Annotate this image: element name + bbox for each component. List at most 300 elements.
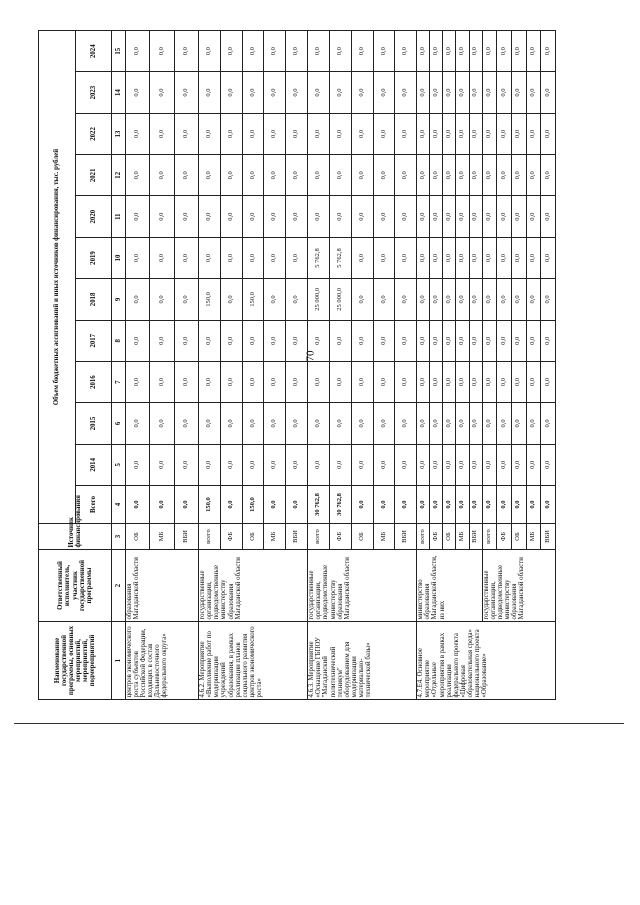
year-value: 0,0 — [329, 361, 351, 402]
measure-name: 4.7.Е4. Основное мероприятие «Отдельные мероприятия в рамках реализации федерального проекта «Цифровая образовательная среда» национального проекта «Образование» — [417, 622, 556, 700]
total-value: 0,0 — [150, 486, 174, 524]
budget-table — [38, 30, 556, 700]
year-value: 0,0 — [286, 403, 308, 444]
year-value: 0,0 — [286, 237, 308, 278]
year-value: 0,0 — [469, 72, 482, 113]
year-value: 0,0 — [417, 155, 430, 196]
year-value: 0,0 — [174, 113, 198, 154]
funding-source: ОБ — [443, 524, 456, 550]
year-value: 0,0 — [395, 31, 417, 72]
year-value: 0,0 — [417, 403, 430, 444]
year-value: 0,0 — [417, 72, 430, 113]
year-value: 0,0 — [417, 196, 430, 237]
year-value: 0,0 — [199, 361, 221, 402]
year-value: 0,0 — [329, 196, 351, 237]
total-value: 150,0 — [199, 486, 221, 524]
executor-name: государственные организации, подведомственные министерству образования Магаданской области — [482, 550, 555, 622]
year-value: 0,0 — [308, 361, 330, 402]
total-value: 30 762,8 — [308, 486, 330, 524]
measure-name: центров экономического роста субъектов Российской Федерации, входящих в состав Дальневосточного федерального округа» — [125, 622, 198, 700]
year-value: 150,0 — [199, 279, 221, 320]
total-value: 0,0 — [443, 486, 456, 524]
year-value: 0,0 — [174, 361, 198, 402]
year-value: 0,0 — [220, 72, 242, 113]
total-value: 0,0 — [456, 486, 469, 524]
column-number: 8 — [112, 320, 126, 361]
funding-source: МБ — [373, 524, 395, 550]
year-value: 0,0 — [174, 279, 198, 320]
year-value: 0,0 — [526, 403, 541, 444]
year-value: 0,0 — [497, 155, 512, 196]
year-value: 0,0 — [469, 155, 482, 196]
year-value: 0,0 — [417, 113, 430, 154]
year-value: 0,0 — [430, 361, 443, 402]
year-value: 0,0 — [443, 403, 456, 444]
year-value: 0,0 — [541, 361, 556, 402]
column-numbers-row — [112, 31, 126, 700]
header-total: Всего — [75, 486, 112, 524]
year-value: 0,0 — [526, 72, 541, 113]
year-value: 0,0 — [443, 444, 456, 485]
year-value: 0,0 — [174, 155, 198, 196]
total-value: 30 762,8 — [329, 486, 351, 524]
year-value: 0,0 — [541, 279, 556, 320]
year-value: 0,0 — [308, 196, 330, 237]
year-value: 0,0 — [456, 72, 469, 113]
year-value: 0,0 — [430, 237, 443, 278]
year-value: 0,0 — [417, 237, 430, 278]
year-value: 0,0 — [497, 196, 512, 237]
year-value: 0,0 — [150, 444, 174, 485]
year-value: 0,0 — [456, 279, 469, 320]
year-value: 0,0 — [125, 155, 149, 196]
funding-source: ОБ — [125, 524, 149, 550]
year-value: 0,0 — [395, 196, 417, 237]
year-value: 0,0 — [469, 361, 482, 402]
year-value: 0,0 — [443, 113, 456, 154]
year-value: 0,0 — [482, 113, 497, 154]
year-value: 0,0 — [395, 72, 417, 113]
year-value: 0,0 — [395, 444, 417, 485]
column-number: 12 — [112, 155, 126, 196]
funding-source: МБ — [264, 524, 286, 550]
funding-source: ВБИ — [541, 524, 556, 550]
year-value: 0,0 — [373, 196, 395, 237]
year-value: 0,0 — [286, 361, 308, 402]
total-value: 0,0 — [482, 486, 497, 524]
year-value: 0,0 — [199, 72, 221, 113]
year-value: 0,0 — [308, 155, 330, 196]
year-value: 0,0 — [497, 113, 512, 154]
year-value: 0,0 — [308, 113, 330, 154]
year-value: 0,0 — [174, 444, 198, 485]
year-value: 0,0 — [220, 237, 242, 278]
year-value: 0,0 — [526, 155, 541, 196]
year-value: 0,0 — [220, 113, 242, 154]
year-value: 0,0 — [395, 113, 417, 154]
year-value: 0,0 — [373, 320, 395, 361]
year-value: 0,0 — [541, 237, 556, 278]
total-value: 150,0 — [242, 486, 264, 524]
year-value: 0,0 — [174, 72, 198, 113]
year-value: 0,0 — [497, 320, 512, 361]
header-year-2022: 2022 — [75, 113, 112, 154]
funding-source: ОБ — [351, 524, 373, 550]
year-value: 0,0 — [286, 320, 308, 361]
year-value: 0,0 — [199, 237, 221, 278]
executor-name: образования Магаданской области — [125, 550, 198, 622]
year-value: 25 000,0 — [308, 279, 330, 320]
year-value: 0,0 — [417, 361, 430, 402]
year-value: 0,0 — [417, 31, 430, 72]
year-value: 0,0 — [469, 237, 482, 278]
total-value: 0,0 — [174, 486, 198, 524]
year-value: 25 000,0 — [329, 279, 351, 320]
year-value: 0,0 — [220, 444, 242, 485]
year-value: 0,0 — [150, 155, 174, 196]
year-value: 0,0 — [199, 444, 221, 485]
year-value: 0,0 — [242, 31, 264, 72]
column-number: 15 — [112, 31, 126, 72]
year-value: 0,0 — [469, 31, 482, 72]
table-row — [308, 31, 330, 700]
year-value: 0,0 — [329, 444, 351, 485]
year-value: 0,0 — [511, 237, 526, 278]
year-value: 0,0 — [150, 320, 174, 361]
year-value: 0,0 — [174, 31, 198, 72]
year-value: 0,0 — [511, 155, 526, 196]
year-value: 0,0 — [351, 155, 373, 196]
year-value: 0,0 — [150, 237, 174, 278]
year-value: 0,0 — [264, 320, 286, 361]
year-value: 0,0 — [373, 155, 395, 196]
header-year-2023: 2023 — [75, 72, 112, 113]
horizontal-rule — [14, 723, 624, 724]
total-value: 0,0 — [286, 486, 308, 524]
year-value: 0,0 — [264, 31, 286, 72]
year-value: 0,0 — [220, 31, 242, 72]
year-value: 0,0 — [511, 113, 526, 154]
year-value: 0,0 — [174, 237, 198, 278]
year-value: 0,0 — [125, 279, 149, 320]
year-value: 0,0 — [430, 31, 443, 72]
year-value: 0,0 — [174, 320, 198, 361]
total-value: 0,0 — [264, 486, 286, 524]
year-value: 0,0 — [242, 155, 264, 196]
executor-name: государственные организации, подведомственные министерству образования Магаданской области — [308, 550, 417, 622]
year-value: 0,0 — [351, 320, 373, 361]
year-value: 0,0 — [443, 155, 456, 196]
year-value: 0,0 — [469, 320, 482, 361]
table-row — [199, 31, 221, 700]
column-number: 9 — [112, 279, 126, 320]
funding-source: ОБ — [511, 524, 526, 550]
year-value: 0,0 — [482, 31, 497, 72]
year-value: 0,0 — [497, 279, 512, 320]
year-value: 0,0 — [395, 155, 417, 196]
funding-source: МБ — [150, 524, 174, 550]
year-value: 0,0 — [373, 31, 395, 72]
total-value: 0,0 — [469, 486, 482, 524]
measure-name: 4.6.2. Мероприятие «Выполнение работ по модернизации учреждений образования, в рамках реализации планов социального развития центров экономического роста» — [199, 622, 308, 700]
total-value: 0,0 — [395, 486, 417, 524]
year-value: 0,0 — [443, 72, 456, 113]
year-value: 0,0 — [264, 113, 286, 154]
year-value: 0,0 — [264, 72, 286, 113]
funding-source: ФБ — [430, 524, 443, 550]
total-value: 0,0 — [430, 486, 443, 524]
page-number: 70 — [304, 350, 317, 362]
year-value: 0,0 — [541, 403, 556, 444]
year-value: 0,0 — [199, 320, 221, 361]
year-value: 0,0 — [456, 444, 469, 485]
column-number: 7 — [112, 361, 126, 402]
year-value: 0,0 — [308, 320, 330, 361]
year-value: 0,0 — [220, 196, 242, 237]
year-value: 0,0 — [242, 237, 264, 278]
year-value: 0,0 — [430, 403, 443, 444]
column-number: 3 — [112, 524, 126, 550]
year-value: 0,0 — [329, 320, 351, 361]
column-number: 4 — [112, 486, 126, 524]
year-value: 0,0 — [417, 279, 430, 320]
year-value: 0,0 — [443, 237, 456, 278]
funding-source: ВБИ — [286, 524, 308, 550]
header-name: Наименование государственной программы, основных мероприятий, мероприятий, подмероприятий — [39, 622, 112, 700]
year-value: 0,0 — [497, 72, 512, 113]
year-value: 0,0 — [125, 403, 149, 444]
year-value: 0,0 — [417, 320, 430, 361]
year-value: 0,0 — [469, 444, 482, 485]
year-value: 0,0 — [242, 113, 264, 154]
year-value: 0,0 — [443, 320, 456, 361]
year-value: 0,0 — [174, 196, 198, 237]
year-value: 0,0 — [286, 279, 308, 320]
year-value: 0,0 — [125, 31, 149, 72]
year-value: 0,0 — [511, 403, 526, 444]
year-value: 0,0 — [351, 403, 373, 444]
header-source: Источник финансирования — [39, 524, 112, 550]
total-value: 0,0 — [125, 486, 149, 524]
year-value: 5 762,8 — [329, 237, 351, 278]
year-value: 0,0 — [351, 237, 373, 278]
executor-name: государственные организации, подведомственные министерству образования Магаданской области — [199, 550, 308, 622]
year-value: 0,0 — [511, 31, 526, 72]
year-value: 0,0 — [264, 403, 286, 444]
table-row — [482, 31, 497, 700]
header-year-2020: 2020 — [75, 196, 112, 237]
year-value: 0,0 — [497, 403, 512, 444]
year-value: 0,0 — [526, 444, 541, 485]
year-value: 0,0 — [456, 320, 469, 361]
year-value: 0,0 — [456, 196, 469, 237]
year-value: 0,0 — [541, 444, 556, 485]
year-value: 0,0 — [286, 196, 308, 237]
header-year-2016: 2016 — [75, 361, 112, 402]
year-value: 0,0 — [174, 403, 198, 444]
year-value: 0,0 — [526, 31, 541, 72]
year-value: 0,0 — [286, 113, 308, 154]
year-value: 0,0 — [430, 320, 443, 361]
year-value: 0,0 — [351, 361, 373, 402]
year-value: 0,0 — [469, 403, 482, 444]
measure-name: 4.6.3. Мероприятие «Оснащение ГБПОУ "Магаданский политехнический техникум" оборудованием для модернизации материально-технической базы» — [308, 622, 417, 700]
year-value: 0,0 — [125, 196, 149, 237]
year-value: 0,0 — [443, 196, 456, 237]
year-value: 0,0 — [482, 196, 497, 237]
table-row — [125, 31, 149, 700]
year-value: 0,0 — [329, 72, 351, 113]
year-value: 0,0 — [220, 155, 242, 196]
year-value: 0,0 — [443, 279, 456, 320]
year-value: 0,0 — [526, 320, 541, 361]
funding-source: ФБ — [497, 524, 512, 550]
year-value: 0,0 — [264, 237, 286, 278]
header-year-2017: 2017 — [75, 320, 112, 361]
funding-source: всего — [199, 524, 221, 550]
year-value: 0,0 — [430, 155, 443, 196]
year-value: 0,0 — [511, 361, 526, 402]
year-value: 0,0 — [511, 196, 526, 237]
executor-name: министерство образования Магаданской области, из них — [417, 550, 482, 622]
year-value: 0,0 — [242, 444, 264, 485]
year-value: 0,0 — [150, 196, 174, 237]
year-value: 0,0 — [242, 403, 264, 444]
year-value: 0,0 — [526, 279, 541, 320]
total-value: 0,0 — [351, 486, 373, 524]
year-value: 0,0 — [308, 403, 330, 444]
column-number: 10 — [112, 237, 126, 278]
year-value: 0,0 — [125, 72, 149, 113]
year-value: 0,0 — [351, 196, 373, 237]
year-value: 0,0 — [220, 361, 242, 402]
year-value: 0,0 — [541, 113, 556, 154]
funding-source: всего — [308, 524, 330, 550]
year-value: 0,0 — [511, 444, 526, 485]
year-value: 0,0 — [373, 113, 395, 154]
year-value: 0,0 — [456, 31, 469, 72]
year-value: 0,0 — [511, 320, 526, 361]
year-value: 0,0 — [511, 72, 526, 113]
year-value: 0,0 — [482, 279, 497, 320]
funding-source: МБ — [456, 524, 469, 550]
year-value: 0,0 — [150, 113, 174, 154]
year-value: 0,0 — [286, 31, 308, 72]
year-value: 0,0 — [443, 31, 456, 72]
year-value: 0,0 — [242, 361, 264, 402]
total-value: 0,0 — [417, 486, 430, 524]
year-value: 0,0 — [482, 444, 497, 485]
header-year-2021: 2021 — [75, 155, 112, 196]
year-value: 0,0 — [395, 320, 417, 361]
year-value: 0,0 — [373, 72, 395, 113]
year-value: 0,0 — [526, 361, 541, 402]
year-value: 0,0 — [541, 31, 556, 72]
header-executor: Ответственный исполнитель, участник государственной программы — [39, 550, 112, 622]
year-value: 0,0 — [541, 72, 556, 113]
funding-source: ВБИ — [469, 524, 482, 550]
funding-source: всего — [417, 524, 430, 550]
year-value: 0,0 — [373, 361, 395, 402]
year-value: 0,0 — [351, 31, 373, 72]
total-value: 0,0 — [220, 486, 242, 524]
year-value: 0,0 — [395, 361, 417, 402]
year-value: 0,0 — [511, 279, 526, 320]
year-value: 0,0 — [482, 361, 497, 402]
year-value: 0,0 — [220, 320, 242, 361]
header-row — [39, 31, 76, 700]
year-value: 0,0 — [430, 72, 443, 113]
funding-source: ФБ — [220, 524, 242, 550]
year-value: 0,0 — [199, 31, 221, 72]
funding-source: ОБ — [242, 524, 264, 550]
year-value: 0,0 — [541, 196, 556, 237]
year-value: 0,0 — [125, 237, 149, 278]
year-value: 0,0 — [220, 279, 242, 320]
year-value: 0,0 — [264, 444, 286, 485]
total-value: 0,0 — [526, 486, 541, 524]
year-value: 0,0 — [373, 237, 395, 278]
year-value: 0,0 — [497, 31, 512, 72]
total-value: 0,0 — [541, 486, 556, 524]
year-value: 5 762,8 — [308, 237, 330, 278]
year-value: 0,0 — [199, 403, 221, 444]
header-year-2014: 2014 — [75, 444, 112, 485]
funding-source: ФБ — [329, 524, 351, 550]
year-value: 0,0 — [351, 444, 373, 485]
year-value: 150,0 — [242, 279, 264, 320]
year-value: 0,0 — [469, 279, 482, 320]
year-value: 0,0 — [482, 403, 497, 444]
year-value: 0,0 — [482, 155, 497, 196]
year-value: 0,0 — [497, 237, 512, 278]
year-value: 0,0 — [469, 113, 482, 154]
column-number: 5 — [112, 444, 126, 485]
header-year-2019: 2019 — [75, 237, 112, 278]
year-value: 0,0 — [541, 155, 556, 196]
year-value: 0,0 — [430, 444, 443, 485]
funding-source: МБ — [526, 524, 541, 550]
year-value: 0,0 — [150, 31, 174, 72]
header-year-2024: 2024 — [75, 31, 112, 72]
year-value: 0,0 — [443, 361, 456, 402]
year-value: 0,0 — [417, 444, 430, 485]
year-value: 0,0 — [351, 72, 373, 113]
year-value: 0,0 — [482, 237, 497, 278]
column-number: 13 — [112, 113, 126, 154]
funding-source: ВБИ — [174, 524, 198, 550]
year-value: 0,0 — [395, 403, 417, 444]
year-value: 0,0 — [242, 320, 264, 361]
year-value: 0,0 — [395, 279, 417, 320]
year-value: 0,0 — [125, 320, 149, 361]
funding-source: всего — [482, 524, 497, 550]
year-value: 0,0 — [150, 403, 174, 444]
year-value: 0,0 — [469, 196, 482, 237]
year-value: 0,0 — [199, 155, 221, 196]
year-value: 0,0 — [264, 196, 286, 237]
column-number: 6 — [112, 403, 126, 444]
year-value: 0,0 — [373, 403, 395, 444]
year-value: 0,0 — [430, 279, 443, 320]
year-value: 0,0 — [329, 113, 351, 154]
year-value: 0,0 — [286, 155, 308, 196]
total-value: 0,0 — [511, 486, 526, 524]
column-number: 1 — [112, 622, 126, 700]
year-value: 0,0 — [286, 444, 308, 485]
header-year-2018: 2018 — [75, 279, 112, 320]
year-value: 0,0 — [264, 155, 286, 196]
